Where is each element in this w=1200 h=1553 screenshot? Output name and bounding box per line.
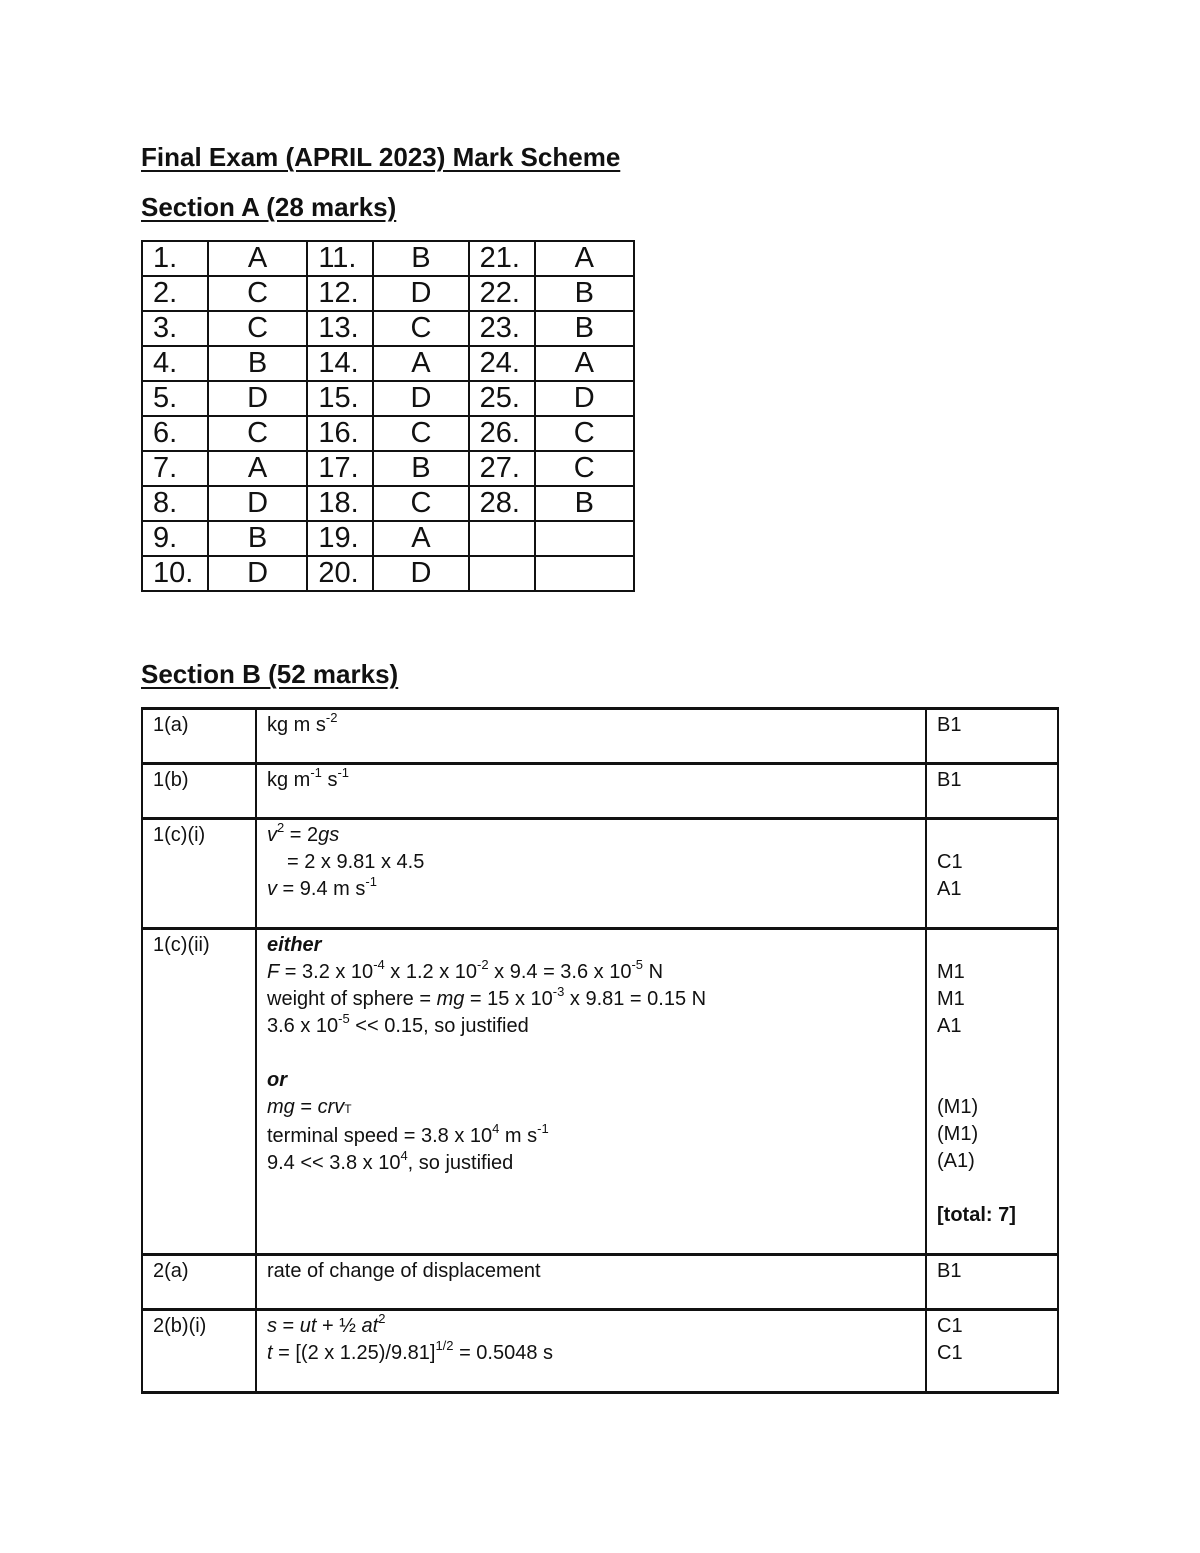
answer-letter: C xyxy=(208,416,307,451)
answer-letter: B xyxy=(535,311,634,346)
table-row xyxy=(142,276,634,311)
mark-cell xyxy=(926,819,1058,929)
answer-letter: A xyxy=(373,521,468,556)
table-row xyxy=(142,929,1058,1255)
question-number: 14. xyxy=(307,346,373,381)
mark: C1 xyxy=(937,1315,963,1337)
mark: (A1) xyxy=(937,1150,975,1172)
page-title: Final Exam (APRIL 2023) Mark Scheme xyxy=(141,142,621,172)
answer-letter: D xyxy=(373,556,468,591)
answer-letter: A xyxy=(535,241,634,276)
answer-letter: B xyxy=(373,451,468,486)
question-number: 11. xyxy=(307,241,373,276)
question-number: 23. xyxy=(469,311,535,346)
question-number: 26. xyxy=(469,416,535,451)
table-row xyxy=(142,486,634,521)
answer-cell xyxy=(256,1310,926,1393)
answer-line: v = 9.4 m $s^{-1}$ xyxy=(267,874,377,900)
question-number: 10. xyxy=(142,556,208,591)
answer-line: = 2 x 9.81 x 4.5 xyxy=(287,851,425,873)
section-a-answer-table xyxy=(141,240,635,592)
answer-letter: B xyxy=(208,521,307,556)
answer-line: t = [(2 x 1.25)/9.81]$^{1/2}$ = 0.5048 s xyxy=(267,1338,554,1364)
answer-cell xyxy=(256,929,926,1255)
answer-letter: D xyxy=(535,381,634,416)
table-row xyxy=(142,1255,1058,1310)
answer-letter: D xyxy=(208,486,307,521)
question-number: 24. xyxy=(469,346,535,381)
question-number: 20. xyxy=(307,556,373,591)
answer-line: 3.6 x $10^{-5} << 0.15$, so justified xyxy=(267,1011,529,1037)
answer-letter: B xyxy=(373,241,468,276)
section-b-mark-table xyxy=(141,707,1059,1394)
answer-cell xyxy=(256,819,926,929)
answer-letter xyxy=(535,556,634,591)
answer-letter: A xyxy=(535,346,634,381)
answer-letter: D xyxy=(208,381,307,416)
answer-line: either xyxy=(267,934,322,956)
table-row xyxy=(142,819,1058,929)
answer-line: $v^2 = 2gs$ xyxy=(267,820,340,846)
question-number: 22. xyxy=(469,276,535,311)
question-number: 12. xyxy=(307,276,373,311)
section-a-heading: Section A (28 marks) xyxy=(141,192,397,222)
question-number: 6. xyxy=(142,416,208,451)
question-label: 1(b) xyxy=(142,764,256,819)
question-number: 9. xyxy=(142,521,208,556)
answer-letter: B xyxy=(535,276,634,311)
table-row xyxy=(142,556,634,591)
answer-line: or xyxy=(267,1069,287,1091)
mark: C1 xyxy=(937,851,963,873)
mark-cell xyxy=(926,1310,1058,1393)
question-number: 3. xyxy=(142,311,208,346)
answer-line: s = ut + ½ $at^2$ xyxy=(267,1311,386,1337)
total-marks: [total: 7] xyxy=(937,1204,1016,1226)
mark: (M1) xyxy=(937,1096,979,1118)
answer-cell: kg m $s^{-2}$ xyxy=(256,709,926,764)
table-row xyxy=(142,311,634,346)
table-row xyxy=(142,521,634,556)
question-number: 1. xyxy=(142,241,208,276)
answer-letter: A xyxy=(208,241,307,276)
question-number xyxy=(469,521,535,556)
answer-letter xyxy=(535,521,634,556)
table-row xyxy=(142,1310,1058,1393)
table-row xyxy=(142,451,634,486)
question-number xyxy=(469,556,535,591)
question-label: 2(b)(i) xyxy=(142,1310,256,1393)
mark: M1 xyxy=(937,961,965,983)
question-label: 1(a) xyxy=(142,709,256,764)
answer-letter: C xyxy=(208,311,307,346)
question-label: 1(c)(i) xyxy=(142,819,256,929)
table-row xyxy=(142,416,634,451)
question-number: 13. xyxy=(307,311,373,346)
answer-letter: D xyxy=(373,381,468,416)
table-row xyxy=(142,241,634,276)
answer-line: F = 3.2 x $10^{-4}$ x 1.2 x $10^{-2}$ x 9.4 = 3.6 x $10^{-5}$ N xyxy=(267,957,664,983)
question-number: 15. xyxy=(307,381,373,416)
answer-line: weight of sphere = mg = 15 x $10^{-3}$ x 9.81 = 0.15 N xyxy=(267,984,707,1010)
answer-letter: A xyxy=(208,451,307,486)
question-number: 28. xyxy=(469,486,535,521)
mark: A1 xyxy=(937,878,962,900)
answer-letter: B xyxy=(208,346,307,381)
mark-cell: B1 xyxy=(926,709,1058,764)
question-number: 25. xyxy=(469,381,535,416)
answer-letter: D xyxy=(373,276,468,311)
answer-letter: C xyxy=(373,486,468,521)
answer-line: 9.4 << 3.8 x $10^4$, so justified xyxy=(267,1148,514,1174)
section-b-heading: Section B (52 marks) xyxy=(141,659,399,689)
answer-line: terminal speed = 3.8 x $10^4$ m $s^{-1}$ xyxy=(267,1121,549,1147)
question-number: 7. xyxy=(142,451,208,486)
answer-letter: C xyxy=(373,416,468,451)
question-number: 17. xyxy=(307,451,373,486)
answer-line: mg = crvT xyxy=(267,1096,352,1118)
mark-cell: B1 xyxy=(926,764,1058,819)
question-label: 1(c)(ii) xyxy=(142,929,256,1255)
question-label: 2(a) xyxy=(142,1255,256,1310)
answer-letter: A xyxy=(373,346,468,381)
answer-letter: D xyxy=(208,556,307,591)
table-row xyxy=(142,381,634,416)
mark: M1 xyxy=(937,988,965,1010)
answer-letter: C xyxy=(535,416,634,451)
answer-letter: C xyxy=(373,311,468,346)
table-row xyxy=(142,709,1058,764)
question-number: 21. xyxy=(469,241,535,276)
question-number: 5. xyxy=(142,381,208,416)
mark: A1 xyxy=(937,1015,962,1037)
answer-cell: rate of change of displacement xyxy=(256,1255,926,1310)
answer-letter: C xyxy=(535,451,634,486)
question-number: 8. xyxy=(142,486,208,521)
table-row xyxy=(142,764,1058,819)
question-number: 2. xyxy=(142,276,208,311)
question-number: 18. xyxy=(307,486,373,521)
mark-cell xyxy=(926,929,1058,1255)
question-number: 27. xyxy=(469,451,535,486)
mark: C1 xyxy=(937,1342,963,1364)
answer-letter: C xyxy=(208,276,307,311)
question-number: 4. xyxy=(142,346,208,381)
question-number: 16. xyxy=(307,416,373,451)
question-number: 19. xyxy=(307,521,373,556)
table-row xyxy=(142,346,634,381)
answer-cell: kg $m^{-1}$ $s^{-1}$ xyxy=(256,764,926,819)
mark: (M1) xyxy=(937,1123,979,1145)
answer-letter: B xyxy=(535,486,634,521)
mark-cell: B1 xyxy=(926,1255,1058,1310)
